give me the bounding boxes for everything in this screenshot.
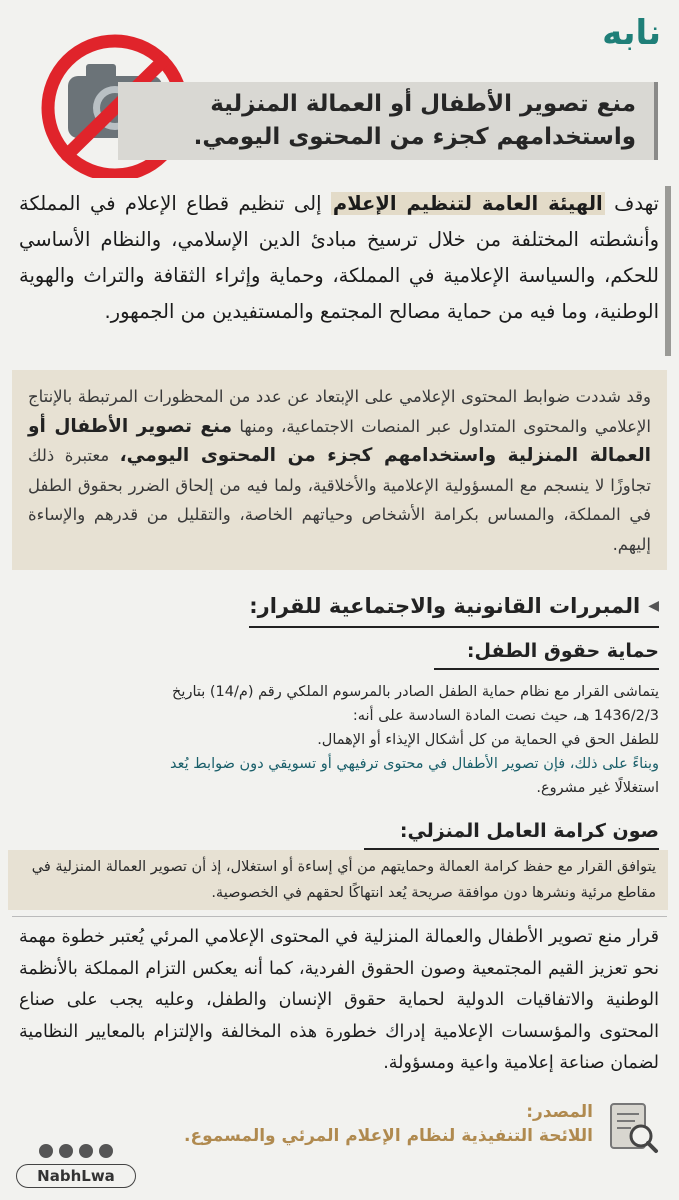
title-banner	[118, 82, 658, 160]
title-line-1: منع تصوير الأطفال أو العمالة المنزلية	[210, 91, 636, 117]
decision-part-2: معتبرة ذلك تجاوزًا لا ينسجم مع المسؤولية الإعلامية والأخلاقية، ولما فيه من إلحاق الضرر بحقوق الطفل في المملكة، والمساس بكرامة الأشخاص وحياتهم الخاصة، والتقليل من قدرهم والإساءة إليهم.	[28, 446, 651, 554]
child-line-1: يتماشى القرار مع نظام حماية الطفل الصادر بالمرسوم الملكي رقم (م/14) بتاريخ	[172, 684, 659, 700]
child-rights-heading: حماية حقوق الطفل:	[466, 640, 659, 662]
brand-wordmark: نابه	[602, 13, 661, 53]
child-line-4: وبناءً على ذلك، فإن تصوير الأطفال في محتوى ترفيهي أو تسويقي دون ضوابط يُعد	[170, 756, 659, 772]
tiktok-icon[interactable]	[79, 1144, 93, 1158]
justifications-heading-text: المبررات القانونية والاجتماعية للقرار:	[249, 594, 641, 618]
source-value: اللائحة التنفيذية لنظام الإعلام المرئي والمسموع.	[184, 1126, 593, 1146]
child-line-5: استغلالًا غير مشروع.	[536, 780, 659, 796]
brand-logo	[551, 8, 661, 58]
title-line-2: واستخدامهم كجزء من المحتوى اليومي.	[193, 124, 636, 150]
intro-accent-bar	[665, 186, 671, 356]
section-divider	[12, 916, 667, 917]
decision-panel	[12, 370, 667, 570]
child-line-3: للطفل الحق في الحماية من كل أشكال الإيذاء أو الإهمال.	[317, 732, 659, 748]
social-block	[16, 1144, 136, 1188]
social-icons	[16, 1144, 136, 1158]
intro-paragraph	[19, 186, 659, 330]
decision-bold: منع تصوير الأطفال أو العمالة المنزلية واستخدامهم كجزء من المحتوى اليومي،	[28, 415, 651, 466]
child-rights-underline	[434, 668, 659, 670]
social-handle[interactable]: NabhLwa	[16, 1164, 136, 1188]
intro-pre: تهدف	[604, 192, 659, 215]
snapchat-icon[interactable]	[59, 1144, 73, 1158]
child-rights-text	[19, 680, 659, 800]
document-search-icon	[605, 1100, 661, 1156]
intro-post: إلى تنظيم قطاع الإعلام في المملكة وأنشطته المختلفة من خلال ترسيخ مبادئ الدين الإسلامي، والنظام الأساسي للحكم، والسياسة الإعلامية في المملكة، وحماية وإثراء الثقافة والتراث والهوية الوطنية، وما فيه من حماية مصالح المجتمع والمستفيدين من الجمهور.	[19, 192, 659, 323]
justifications-underline	[249, 626, 659, 628]
justifications-heading	[19, 594, 659, 618]
intro-highlight: الهيئة العامة لتنظيم الإعلام	[332, 192, 603, 215]
child-line-2: 1436/2/3 هـ، حيث نصت المادة السادسة على أنه:	[352, 708, 659, 724]
source-label: المصدر:	[526, 1102, 593, 1122]
instagram-icon[interactable]	[99, 1144, 113, 1158]
x-icon[interactable]	[39, 1144, 53, 1158]
worker-dignity-text: يتوافق القرار مع حفظ كرامة العمالة وحمايتهم من أي إساءة أو استغلال، إذ أن تصوير العمالة المنزلية في مقاطع مرئية ونشرها دون موافقة صريحة يُعد انتهاكًا لحقهم في الخصوصية.	[8, 850, 668, 910]
triangle-bullet-icon: ◀	[648, 598, 659, 614]
worker-dignity-heading: صون كرامة العامل المنزلي:	[399, 820, 659, 842]
source-block	[184, 1102, 593, 1146]
conclusion-paragraph: قرار منع تصوير الأطفال والعمالة المنزلية في المحتوى الإعلامي المرئي يُعتبر خطوة مهمة نحو تعزيز القيم المجتمعية وصون الحقوق الفردية، كما أنه يعكس التزام المملكة بالأنظمة الوطنية والاتفاقيات الدولية لحماية حقوق الإنسان والطفل، وعليه يجب على صناع المحتوى والمؤسسات الإعلامية إدراك خطورة هذه المخالفة والإلتزام بالمعايير النظامية لضمان صناعة إعلامية واعية ومسؤولة.	[19, 927, 659, 1073]
decision-part-1: وقد شددت ضوابط المحتوى الإعلامي على الإبتعاد عن عدد من المحظورات المرتبطة بالإنتاج الإعلامي والمحتوى المتداول عبر المنصات الاجتماعية، ومنها	[28, 387, 651, 436]
